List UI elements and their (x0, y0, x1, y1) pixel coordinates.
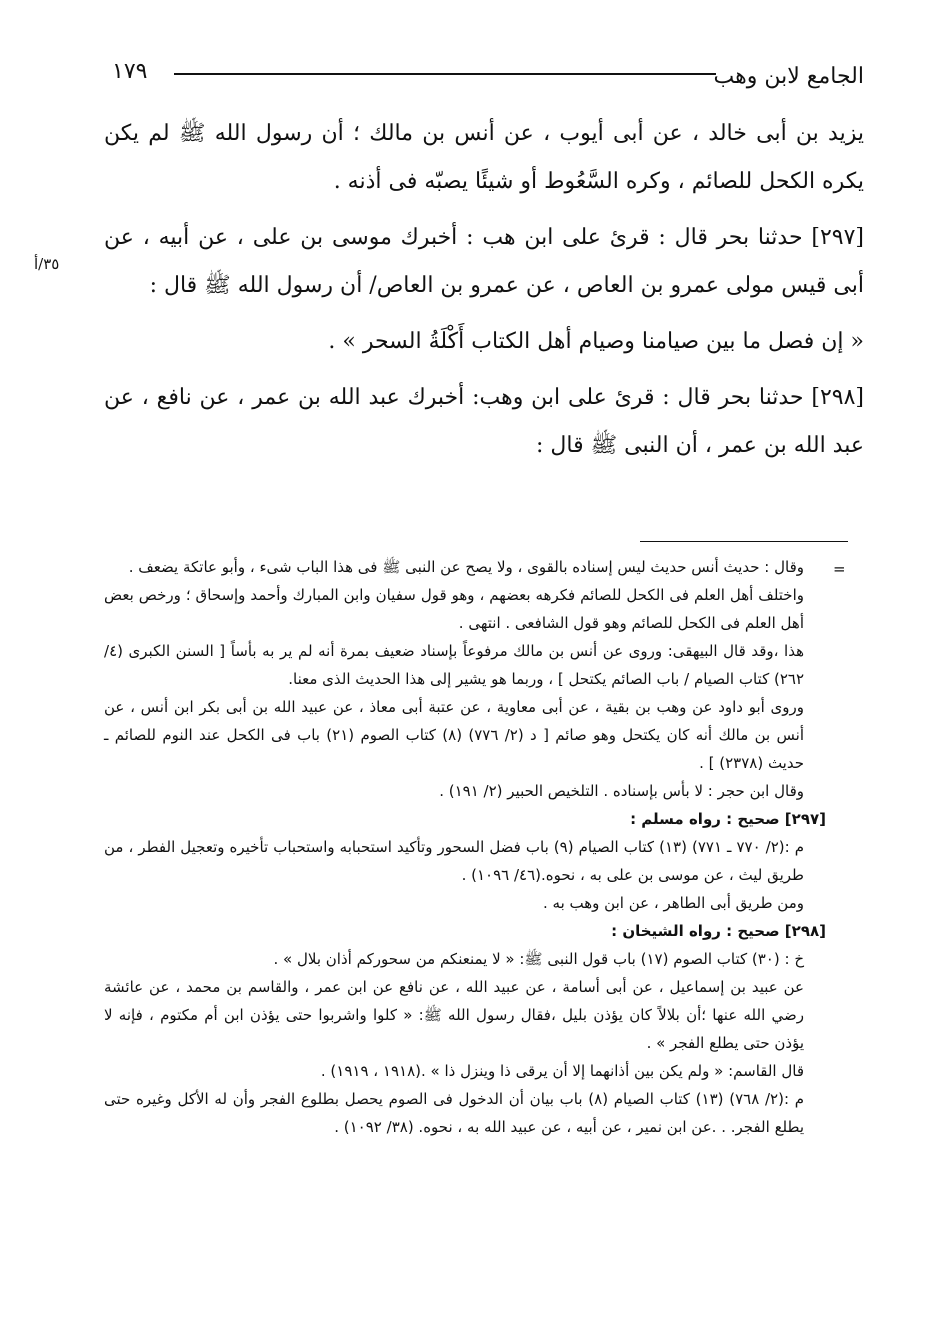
footnote-line: وقال ابن حجر : لا بأس بإسناده . التلخيص الحبير (٢/ ١٩١) . (439, 782, 804, 800)
main-paragraph: [٢٩٨] حدثنا بحر قال : قرئ على ابن وهب: أخبرك عبد الله بن عمر ، عن نافع ، عن عبد الله بن عمر ، أن النبى ﷺ قال : (104, 385, 864, 458)
page-header (112, 58, 864, 98)
footnote-line: م :(٢/ ٧٧٠ ـ ٧٧١) (١٣) كتاب الصيام (٩) باب فضل السحور وتأكيد استحبابه واستحباب تأخيره وتعجيل الفطر ، من طريق ليث ، عن موسى بن على به ، نحوه.(٤٦/ ١٠٩٦) . (104, 838, 804, 884)
footnote-divider (640, 541, 848, 542)
main-paragraph: [٢٩٧] حدثنا بحر قال : قرئ على ابن هب : أخبرك موسى بن على ، عن أبيه ، عن أبى قيس مولى عمرو بن العاص ، عن عمرو بن العاص/ أن رسول الله ﷺ قال : (104, 225, 864, 298)
footnote-line: م :(٢/ ٧٦٨) (١٣) كتاب الصيام (٨) باب بيان أن الدخول فى الصوم يحصل بطلوع الفجر وأن له الأكل وغيره حتى يطلع الفجر. . .عن ابن نمير ، عن أبيه ، عن عبيد الله به ، نحوه. (٣٨/ ١٠٩٢) . (104, 1090, 804, 1136)
page-number: ١٧٩ (112, 59, 148, 84)
footnote-line: وقال : حديث أنس حديث ليس إسناده بالقوى ، ولا يصح عن النبى ﷺ فى هذا الباب شىء ، وأبو عاتكة يضعف . (128, 558, 804, 576)
footnote-line: وروى أبو داود عن وهب بن بقية ، عن أبى معاوية ، عن عتبة أبى معاذ ، عن عبيد الله بن أبى بكر ابن أنس ، عن أنس بن مالك أنه كان يكتحل وهو صائم [ د (٢/ ٧٧٦) (٨) كتاب الصوم (٢١) باب فى الكحل عند النوم للصائم ـ حديث (٢٣٧٨) ] . (104, 698, 804, 772)
marginal-folio-note: ٣٥/أ (34, 255, 60, 273)
footnote-line: قال القاسم: « ولم يكن بين أذانهما إلا أن يرقى ذا وينزل ذا » .(١٩١٨ ، ١٩١٩) . (320, 1062, 804, 1080)
footnote-heading: [٢٩٨] صحيح : رواه الشيخان : (611, 922, 826, 940)
main-paragraph: « إن فصل ما بين صيامنا وصيام أهل الكتاب أَكْلَةُ السحر » . (328, 329, 864, 354)
main-paragraph: يزيد بن أبى خالد ، عن أبى أيوب ، عن أنس بن مالك ؛ أن رسول الله ﷺ لم يكن يكره الكحل للصائم ، وكره السَّعُوط أو شيئًا يصبّه فى أذنه . (104, 121, 864, 194)
footnote-line: ومن طريق أبى الطاهر ، عن ابن وهب به . (543, 894, 804, 912)
footnote-line: هذا ،وقد قال البيهقى: وروى عن أنس بن مالك مرفوعاً بإسناد ضعيف بمرة أنه لم ير به بأساً [ السنن الكبرى (٤/ ٢٦٢) كتاب الصيام / باب الصائم يكتحل ] ، وربما هو يشير إلى هذا الحديث الذى معنا. (104, 642, 804, 688)
footnote-continuation-mark: = (833, 560, 846, 578)
footnotes (104, 553, 826, 1141)
footnote-line: عن عبيد بن إسماعيل ، عن أبى أسامة ، عن عبيد الله ، عن نافع عن ابن عمر ، والقاسم بن محمد ، عن عائشة رضي الله عنها ؛أن بلالاً كان يؤذن بليل ،فقال رسول الله ﷺ: « كلوا واشربوا حتى يؤذن ابن أم مكتوم ، فإنه لا يؤذن حتى يطلع الفجر » . (104, 978, 804, 1052)
footnote-line: واختلف أهل العلم فى الكحل للصائم فكرهه بعضهم ، وهو قول سفيان وابن المبارك وأحمد وإسحاق ؛ ورخص بعض أهل العلم فى الكحل للصائم وهو قول الشافعى . انتهى . (104, 586, 804, 632)
footnote-line: خ : (٣٠) كتاب الصوم (١٧) باب قول النبى ﷺ: « لا يمنعنكم من سحوركم أذان بلال » . (273, 950, 804, 968)
running-title: الجامع لابن وهب (713, 64, 864, 89)
main-text (104, 110, 864, 470)
header-rule (174, 73, 716, 75)
footnote-heading: [٢٩٧] صحيح : رواه مسلم : (630, 810, 826, 828)
